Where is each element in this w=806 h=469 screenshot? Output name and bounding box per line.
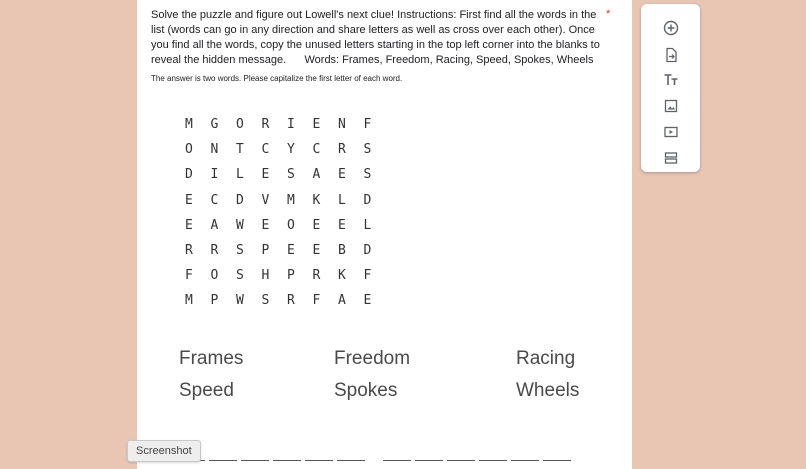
- puzzle-letter: W: [236, 217, 244, 233]
- puzzle-letter: R: [338, 142, 346, 158]
- puzzle-letter: E: [185, 192, 193, 208]
- puzzle-letter: L: [236, 167, 244, 183]
- puzzle-letter: A: [338, 293, 346, 309]
- puzzle-letter: C: [312, 142, 321, 158]
- puzzle-letter: O: [287, 217, 295, 233]
- puzzle-letter: G: [210, 117, 219, 132]
- section-icon[interactable]: [641, 146, 700, 170]
- puzzle-letter: E: [261, 217, 270, 233]
- puzzle-letter: E: [312, 217, 321, 233]
- puzzle-letter: S: [236, 242, 244, 258]
- puzzle-letter: E: [312, 117, 321, 132]
- puzzle-letter: E: [338, 167, 346, 183]
- puzzle-letter: R: [287, 293, 295, 309]
- puzzle-letter: S: [261, 293, 270, 309]
- puzzle-letter: K: [338, 268, 346, 284]
- form-toolbar: [641, 4, 700, 172]
- answer-blank: [305, 459, 333, 461]
- puzzle-letter: E: [185, 217, 193, 233]
- word-list-item: Freedom: [334, 348, 411, 369]
- puzzle-letter: C: [261, 142, 270, 158]
- answer-blank: [447, 459, 475, 461]
- question-title: Solve the puzzle and figure out Lowell's next clue! Instructions: First find all the words in the list (words can go in any direction and share letters as well as cross over each other). Once you find all the words, copy the unused letters starting in the top left corner into the blanks to reveal the hidden message. Words: Frames, Freedom, Racing, Speed, Spokes, Wheels: [151, 9, 603, 66]
- puzzle-letter: C: [210, 192, 219, 208]
- puzzle-letter: T: [236, 142, 244, 158]
- answer-blank: [383, 459, 411, 461]
- answer-blank: [209, 459, 237, 461]
- puzzle-letter: R: [261, 117, 270, 132]
- word-list-item: Spokes: [334, 380, 398, 401]
- puzzle-letter: O: [185, 142, 193, 158]
- puzzle-letter: O: [210, 268, 219, 284]
- puzzle-letter: E: [338, 217, 346, 233]
- puzzle-letter: S: [363, 167, 372, 183]
- puzzle-letter: R: [185, 242, 193, 258]
- puzzle-letter: E: [363, 293, 372, 309]
- puzzle-letter: P: [261, 242, 270, 258]
- puzzle-letter: E: [287, 242, 295, 258]
- puzzle-letter: M: [185, 293, 193, 309]
- required-asterisk: *: [606, 8, 611, 20]
- word-list-item: Speed: [179, 380, 234, 401]
- puzzle-letter: B: [338, 242, 346, 258]
- title-text-icon[interactable]: [641, 68, 700, 92]
- puzzle-letter: F: [363, 117, 372, 132]
- question-description: The answer is two words. Please capitalize the first letter of each word.: [151, 74, 403, 83]
- puzzle-letter: M: [185, 117, 193, 132]
- video-icon[interactable]: [641, 120, 700, 144]
- puzzle-letter: A: [312, 167, 321, 183]
- answer-blank: [273, 459, 301, 461]
- puzzle-letter: I: [287, 117, 295, 132]
- puzzle-letter: F: [312, 293, 321, 309]
- puzzle-letter: N: [338, 117, 346, 132]
- puzzle-letter: K: [312, 192, 321, 208]
- puzzle-letter: W: [236, 293, 244, 309]
- puzzle-letter: P: [210, 293, 219, 309]
- puzzle-letter: L: [338, 192, 346, 208]
- answer-blank: [543, 459, 571, 461]
- puzzle-letter: R: [312, 268, 321, 284]
- puzzle-letter: N: [210, 142, 219, 158]
- add-question-icon[interactable]: [641, 16, 700, 40]
- puzzle-letter: D: [363, 192, 372, 208]
- puzzle-letter: I: [210, 167, 219, 183]
- answer-blank: [511, 459, 539, 461]
- puzzle-letter: E: [312, 242, 321, 258]
- puzzle-letter: H: [261, 268, 270, 284]
- puzzle-letter: R: [210, 242, 219, 258]
- word-list-item: Frames: [179, 348, 244, 369]
- word-list-item: Racing: [516, 348, 576, 369]
- answer-blank: [337, 459, 365, 461]
- word-list-item: Wheels: [516, 380, 580, 401]
- answer-blank: [479, 459, 507, 461]
- puzzle-letter: D: [185, 167, 193, 183]
- puzzle-letter: L: [363, 217, 372, 233]
- puzzle-letter: F: [363, 268, 372, 284]
- puzzle-letter: D: [236, 192, 244, 208]
- screenshot-tooltip: Screenshot: [127, 440, 201, 462]
- puzzle-letter: E: [261, 167, 270, 183]
- puzzle-letter: S: [287, 167, 295, 183]
- puzzle-letter: S: [363, 142, 372, 158]
- question-card: [137, 0, 632, 469]
- word-search-grid: [185, 117, 389, 319]
- answer-blanks: [177, 459, 575, 461]
- answer-blank: [415, 459, 443, 461]
- puzzle-letter: A: [210, 217, 219, 233]
- puzzle-letter: Y: [287, 142, 295, 158]
- puzzle-letter: P: [287, 268, 295, 284]
- puzzle-letter: F: [185, 268, 193, 284]
- puzzle-letter: S: [236, 268, 244, 284]
- import-questions-icon[interactable]: [641, 43, 700, 67]
- image-icon[interactable]: [641, 94, 700, 118]
- puzzle-letter: D: [363, 242, 372, 258]
- puzzle-letter: V: [261, 192, 270, 208]
- puzzle-letter: O: [236, 117, 244, 132]
- puzzle-letter: M: [287, 192, 295, 208]
- answer-blank: [241, 459, 269, 461]
